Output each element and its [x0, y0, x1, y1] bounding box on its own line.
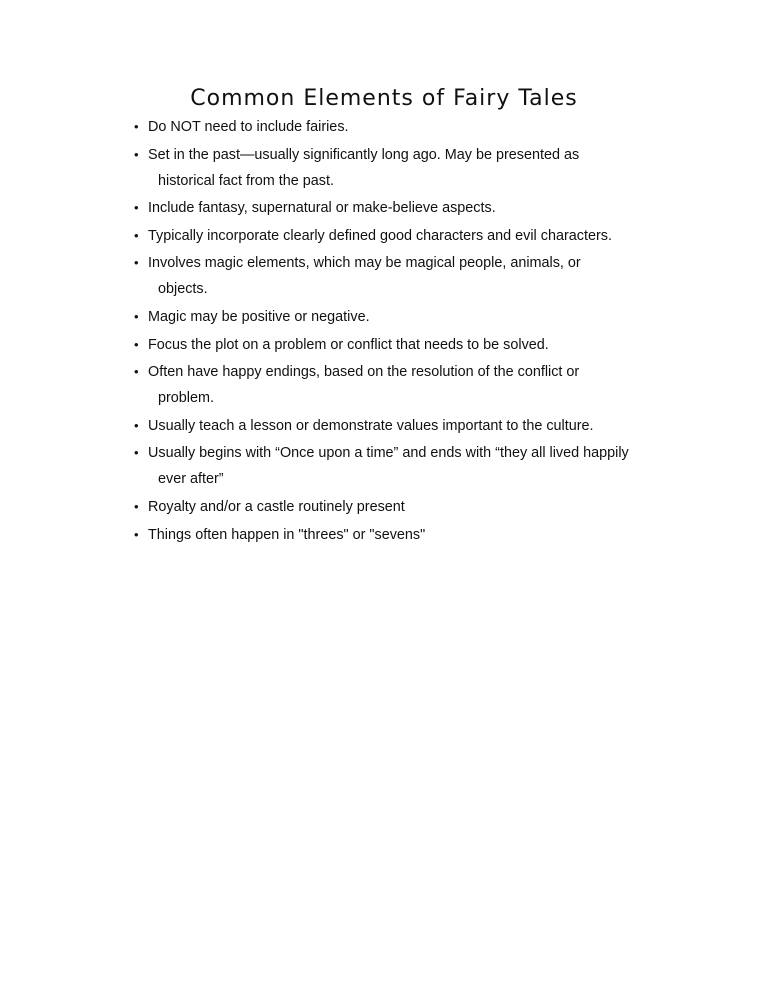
list-item	[134, 195, 694, 221]
list-item-text: Typically incorporate clearly defined good characters and evil characters.	[148, 227, 612, 244]
bullet-icon: •	[134, 526, 139, 542]
list-item	[134, 494, 694, 520]
list-item-text: Do NOT need to include fairies.	[148, 119, 349, 135]
list-item-text: Focus the plot on a problem or conflict that needs to be solved.	[148, 336, 549, 353]
elements-list	[134, 114, 694, 549]
bullet-icon: •	[134, 200, 139, 216]
bullet-icon: •	[134, 146, 139, 162]
list-item-text: Include fantasy, supernatural or make-believe aspects.	[148, 200, 496, 217]
list-item-text: Set in the past—usually significantly long ago. May be presented as	[148, 146, 580, 163]
list-item-text: Royalty and/or a castle routinely present	[148, 498, 405, 515]
bullet-icon: •	[134, 498, 139, 514]
bullet-icon: •	[134, 227, 139, 243]
bullet-icon: •	[134, 308, 139, 324]
list-item-text-continued: objects.	[158, 281, 208, 298]
list-item	[134, 440, 694, 492]
list-item-text: Usually teach a lesson or demonstrate values important to the culture.	[148, 417, 594, 434]
list-item-text: Things often happen in "threes" or "sevens"	[148, 526, 426, 543]
list-item	[134, 413, 694, 439]
list-item	[134, 522, 694, 548]
list-item	[134, 359, 694, 411]
list-item	[134, 304, 694, 330]
bullet-icon: •	[134, 119, 139, 134]
list-item	[134, 250, 694, 302]
list-item	[134, 223, 694, 249]
list-item-text: Often have happy endings, based on the resolution of the conflict or	[148, 364, 580, 381]
list-item	[134, 142, 694, 194]
bullet-icon: •	[134, 417, 139, 433]
list-item	[134, 332, 694, 358]
list-item-text: Involves magic elements, which may be magical people, animals, or	[148, 255, 581, 272]
list-item-text-continued: ever after”	[158, 471, 224, 488]
bullet-icon: •	[134, 445, 139, 461]
bullet-icon: •	[134, 364, 139, 380]
list-item	[134, 114, 694, 140]
list-item-text: Usually begins with “Once upon a time” and ends with “they all lived happily	[148, 445, 629, 462]
list-item-text-continued: problem.	[158, 390, 214, 407]
list-item-text-continued: historical fact from the past.	[158, 172, 334, 189]
bullet-icon: •	[134, 336, 139, 352]
document-title: Common Elements of Fairy Tales	[190, 86, 578, 111]
list-item-text: Magic may be positive or negative.	[148, 308, 370, 325]
bullet-icon: •	[134, 255, 139, 271]
